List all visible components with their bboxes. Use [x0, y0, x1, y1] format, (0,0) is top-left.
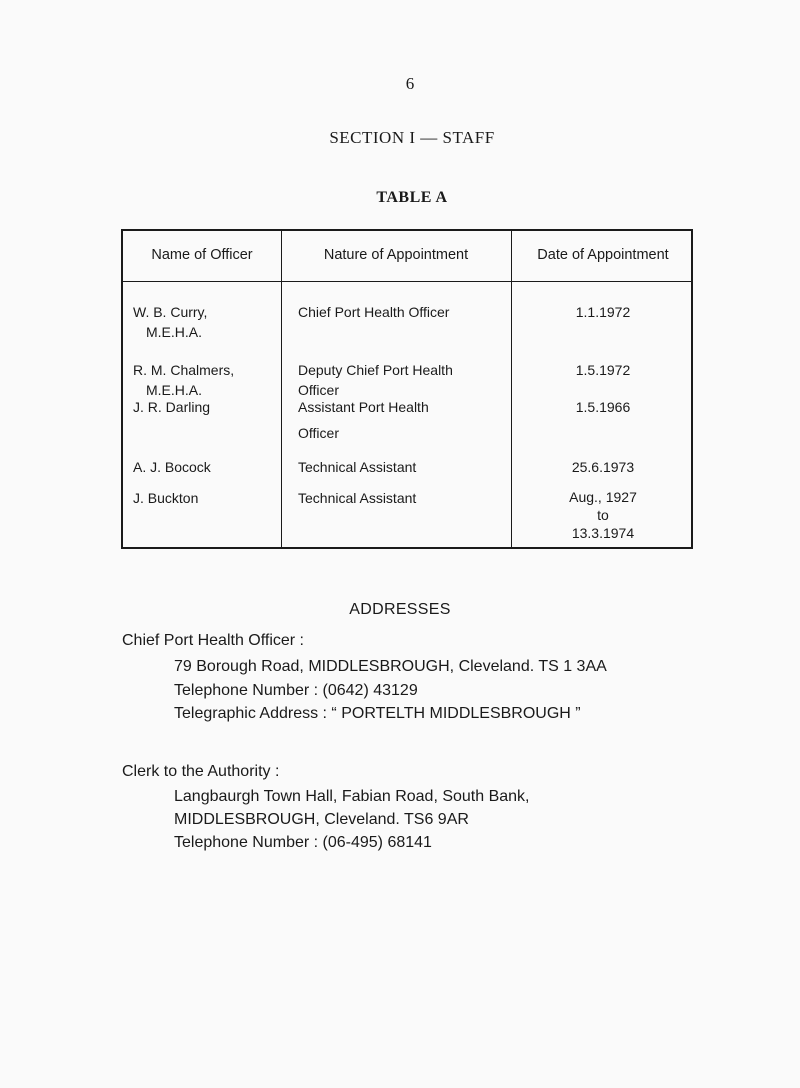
table-row-date [511, 457, 695, 477]
name-line: J. Buckton [133, 490, 199, 506]
date-line: to [597, 507, 609, 523]
table-row-name [133, 457, 278, 477]
nature-line: Technical Assistant [298, 459, 417, 475]
date-line: 13.3.1974 [571, 525, 635, 541]
port-officer-heading: Chief Port Health Officer : [122, 632, 304, 649]
table-row-name [133, 488, 278, 508]
nature-line: Assistant Port Health [298, 399, 429, 415]
header-name-of-officer: Name of Officer [151, 247, 253, 263]
clerk-heading: Clerk to the Authority : [122, 763, 280, 780]
header-divider [123, 281, 691, 282]
page-number: 6 [405, 74, 415, 93]
table-row-nature [298, 488, 508, 508]
name-line: R. M. Chalmers, [133, 362, 235, 378]
name-line: A. J. Bocock [133, 459, 211, 475]
date-line: 1.5.1966 [575, 399, 631, 415]
nature-line: Officer [298, 425, 339, 441]
table-row-name [133, 302, 278, 342]
table-row-name [133, 360, 278, 400]
port-officer-telephone: Telephone Number : (0642) 43129 [174, 682, 418, 699]
table-row-date [511, 397, 695, 417]
table-row-nature [298, 360, 508, 400]
addresses-title: ADDRESSES [349, 601, 451, 618]
table-row-nature [298, 302, 508, 322]
date-line: 25.6.1973 [571, 459, 635, 475]
table-row-nature [298, 397, 508, 443]
nature-line: Officer [298, 382, 339, 398]
section-title: SECTION I — STAFF [329, 128, 495, 147]
table-row-date [511, 360, 695, 380]
header-date-of-appointment: Date of Appointment [537, 247, 669, 263]
table-row-name [133, 397, 278, 417]
date-line: 1.5.1972 [575, 362, 631, 378]
nature-line: Chief Port Health Officer [298, 304, 450, 320]
date-line: Aug., 1927 [569, 489, 637, 505]
name-line: J. R. Darling [133, 399, 211, 415]
table-row-date [511, 488, 695, 542]
date-line: 1.1.1972 [575, 304, 631, 320]
nature-line: Deputy Chief Port Health [298, 362, 453, 378]
table-title: TABLE A [376, 189, 448, 206]
table-row-nature [298, 457, 508, 477]
nature-line: Technical Assistant [298, 490, 417, 506]
table-row-date [511, 302, 695, 322]
clerk-address-line1: Langbaurgh Town Hall, Fabian Road, South Bank, [174, 788, 530, 805]
port-officer-address: 79 Borough Road, MIDDLESBROUGH, Cleveland. TS 1 3AA [174, 658, 607, 675]
clerk-telephone: Telephone Number : (06-495) 68141 [174, 834, 432, 851]
header-nature-of-appointment: Nature of Appointment [323, 247, 469, 263]
column-divider [281, 231, 282, 547]
staff-table [121, 229, 693, 549]
port-officer-telegraphic: Telegraphic Address : “ PORTELTH MIDDLESBROUGH ” [174, 705, 581, 722]
clerk-address-line2: MIDDLESBROUGH, Cleveland. TS6 9AR [174, 811, 469, 828]
qualification-line: M.E.H.A. [146, 382, 203, 398]
qualification-line: M.E.H.A. [146, 324, 203, 340]
name-line: W. B. Curry, [133, 304, 208, 320]
